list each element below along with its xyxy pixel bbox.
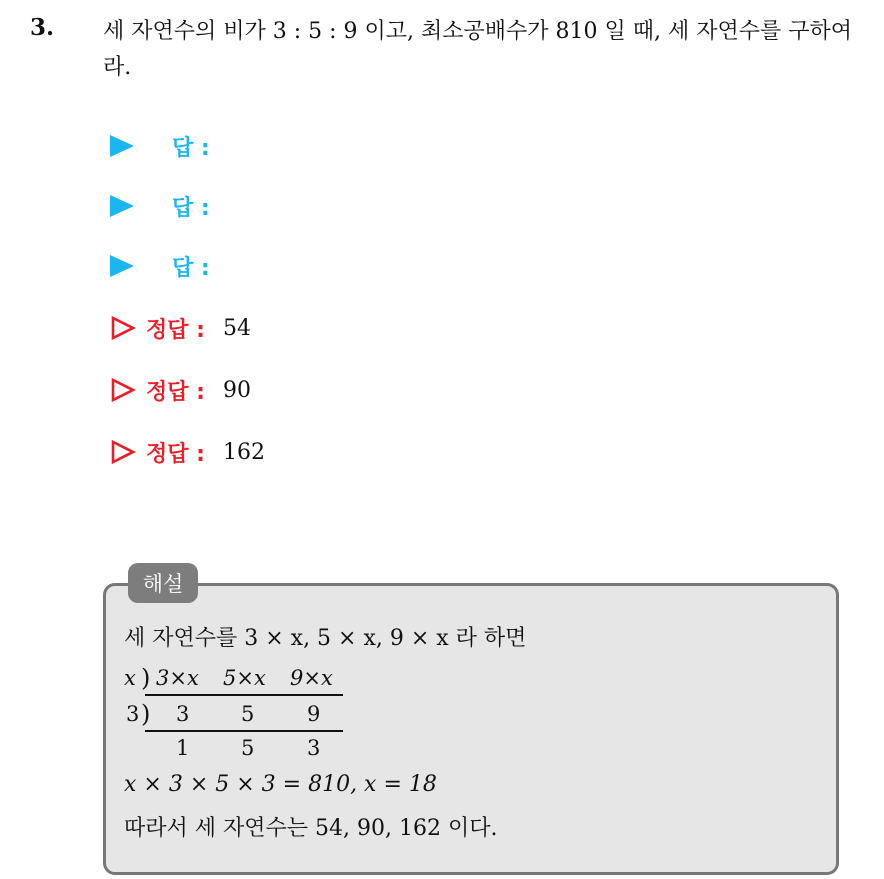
- division-cell: 5×x: [223, 666, 266, 690]
- correct-answer-value: 54: [222, 315, 251, 341]
- play-triangle-icon: [110, 195, 134, 217]
- outline-triangle-icon: [110, 315, 136, 341]
- division-cell: 3×x: [156, 666, 199, 690]
- division-cell: 3: [307, 736, 321, 760]
- correct-answer-1: [110, 313, 251, 343]
- division-cell: 1: [176, 736, 190, 760]
- division-underline: [145, 730, 343, 732]
- play-triangle-icon: [110, 135, 134, 157]
- outline-triangle-icon: [110, 439, 136, 465]
- division-bracket: ): [141, 664, 151, 692]
- correct-answer-label: 정답 :: [146, 441, 205, 467]
- answer-label: 답 :: [172, 255, 210, 281]
- answer-blank-3[interactable]: [110, 251, 210, 281]
- question-text: 세 자연수의 비가 3 : 5 : 9 이고, 최소공배수가 810 일 때, 세 자연수를 구하여라.: [103, 19, 852, 80]
- correct-answer-value: 90: [222, 377, 251, 403]
- correct-answer-label: 정답 :: [146, 379, 205, 405]
- play-triangle-icon: [110, 255, 134, 277]
- correct-answer-label: 정답 :: [146, 317, 205, 343]
- solution-tag: 해설: [128, 563, 198, 603]
- division-underline: [145, 694, 343, 696]
- division-cell: 5: [241, 736, 255, 760]
- answer-label: 답 :: [172, 195, 210, 221]
- division-cell: 9×x: [290, 666, 333, 690]
- correct-answer-value: 162: [222, 439, 265, 465]
- outline-triangle-icon: [110, 377, 136, 403]
- solution-line-intro: 세 자연수를 3 × x, 5 × x, 9 × x 라 하면: [124, 626, 527, 651]
- answer-label: 답 :: [172, 135, 210, 161]
- solution-line-equation: x × 3 × 5 × 3 = 810, x = 18: [124, 772, 437, 797]
- question-number: 3.: [30, 14, 55, 41]
- division-bracket: ): [141, 700, 151, 728]
- solution-line-conclusion: 따라서 세 자연수는 54, 90, 162 이다.: [124, 816, 498, 841]
- correct-answer-3: [110, 437, 265, 467]
- division-divisor-2: 3: [126, 702, 140, 726]
- division-cell: 3: [176, 702, 190, 726]
- division-divisor-1: x: [124, 666, 136, 690]
- answer-blank-1[interactable]: [110, 131, 210, 161]
- division-cell: 9: [307, 702, 321, 726]
- answer-blank-2[interactable]: [110, 191, 210, 221]
- division-cell: 5: [241, 702, 255, 726]
- correct-answer-2: [110, 375, 251, 405]
